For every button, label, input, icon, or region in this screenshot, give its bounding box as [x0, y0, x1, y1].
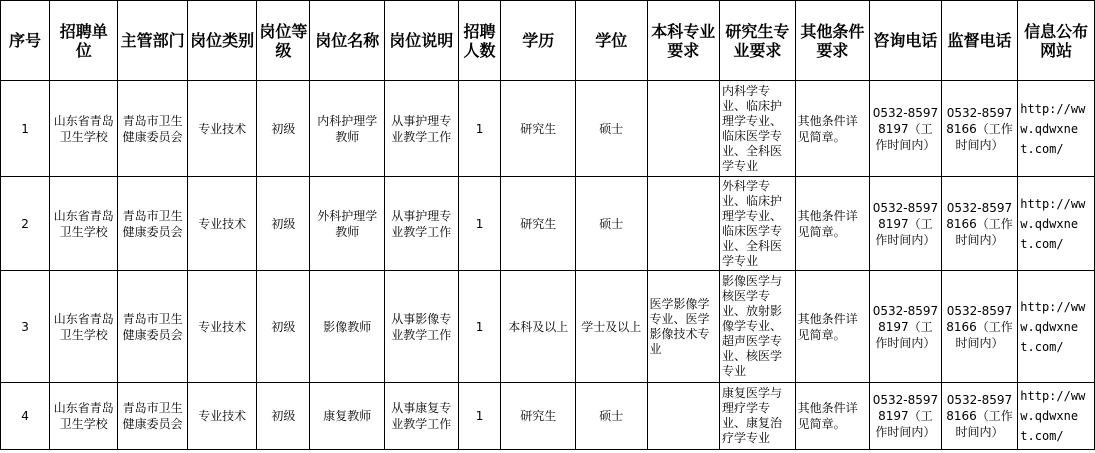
cell-count: 1 — [458, 177, 501, 271]
cell-category: 专业技术 — [187, 81, 256, 177]
cell-website[interactable]: http://www.qdwxnet.com/ — [1018, 81, 1095, 177]
cell-other: 其他条件详见简章。 — [795, 177, 870, 271]
cell-degree: 硕士 — [576, 81, 648, 177]
cell-no: 2 — [1, 177, 50, 271]
cell-count: 1 — [458, 81, 501, 177]
cell-education: 研究生 — [501, 177, 576, 271]
cell-grad-req: 影像医学与核医学专业、放射影像学专业、超声医学专业、核医学专业 — [720, 271, 796, 383]
cell-level: 初级 — [257, 271, 310, 383]
cell-other: 其他条件详见简章。 — [795, 383, 870, 450]
cell-name: 内科护理学教师 — [310, 81, 385, 177]
cell-grad-req: 内科学专业、临床护理学专业、临床医学专业、全科医学专业 — [720, 81, 796, 177]
cell-degree: 硕士 — [576, 177, 648, 271]
cell-level: 初级 — [257, 81, 310, 177]
cell-supervise: 0532-85978166（工作时间内） — [941, 383, 1018, 450]
cell-desc: 从事护理专业教学工作 — [385, 177, 459, 271]
cell-desc: 从事康复专业教学工作 — [385, 383, 459, 450]
cell-consult: 0532-85978197（工作时间内） — [870, 177, 942, 271]
cell-supervise: 0532-85978166（工作时间内） — [941, 271, 1018, 383]
cell-other: 其他条件详见简章。 — [795, 81, 870, 177]
header-no: 序号 — [1, 1, 50, 81]
cell-supervise: 0532-85978166（工作时间内） — [941, 177, 1018, 271]
table-row — [1, 383, 1095, 450]
cell-education: 研究生 — [501, 383, 576, 450]
cell-grad-req: 康复医学与理疗学专业、康复治疗学专业 — [720, 383, 796, 450]
cell-dept: 青岛市卫生健康委员会 — [118, 271, 187, 383]
header-count: 招聘人数 — [458, 1, 501, 81]
cell-level: 初级 — [257, 383, 310, 450]
header-bachelor-req: 本科专业要求 — [647, 1, 720, 81]
cell-consult: 0532-85978197（工作时间内） — [870, 383, 942, 450]
header-grad-req: 研究生专业要求 — [720, 1, 796, 81]
cell-degree: 硕士 — [576, 383, 648, 450]
header-consult: 咨询电话 — [870, 1, 942, 81]
cell-no: 1 — [1, 81, 50, 177]
cell-education: 本科及以上 — [501, 271, 576, 383]
table-row — [1, 271, 1095, 383]
cell-unit: 山东省青岛卫生学校 — [50, 271, 118, 383]
cell-dept: 青岛市卫生健康委员会 — [118, 177, 187, 271]
cell-category: 专业技术 — [187, 383, 256, 450]
header-website: 信息公布网站 — [1018, 1, 1095, 81]
cell-bachelor-req: 医学影像学专业、医学影像技术专业 — [647, 271, 720, 383]
cell-website[interactable]: http://www.qdwxnet.com/ — [1018, 177, 1095, 271]
cell-dept: 青岛市卫生健康委员会 — [118, 383, 187, 450]
cell-consult: 0532-85978197（工作时间内） — [870, 271, 942, 383]
cell-degree: 学士及以上 — [576, 271, 648, 383]
cell-bachelor-req — [647, 177, 720, 271]
cell-desc: 从事护理专业教学工作 — [385, 81, 459, 177]
header-dept: 主管部门 — [118, 1, 187, 81]
header-name: 岗位名称 — [310, 1, 385, 81]
header-degree: 学位 — [576, 1, 648, 81]
cell-bachelor-req — [647, 383, 720, 450]
header-row — [1, 1, 1095, 81]
cell-no: 3 — [1, 271, 50, 383]
cell-name: 康复教师 — [310, 383, 385, 450]
cell-count: 1 — [458, 383, 501, 450]
cell-unit: 山东省青岛卫生学校 — [50, 383, 118, 450]
cell-category: 专业技术 — [187, 177, 256, 271]
cell-other: 其他条件详见简章。 — [795, 271, 870, 383]
cell-unit: 山东省青岛卫生学校 — [50, 177, 118, 271]
cell-education: 研究生 — [501, 81, 576, 177]
header-other: 其他条件要求 — [795, 1, 870, 81]
cell-name: 外科护理学教师 — [310, 177, 385, 271]
cell-unit: 山东省青岛卫生学校 — [50, 81, 118, 177]
cell-consult: 0532-85978197（工作时间内） — [870, 81, 942, 177]
cell-level: 初级 — [257, 177, 310, 271]
cell-count: 1 — [458, 271, 501, 383]
cell-supervise: 0532-85978166（工作时间内） — [941, 81, 1018, 177]
cell-dept: 青岛市卫生健康委员会 — [118, 81, 187, 177]
cell-bachelor-req — [647, 81, 720, 177]
cell-website[interactable]: http://www.qdwxnet.com/ — [1018, 383, 1095, 450]
header-supervise: 监督电话 — [941, 1, 1018, 81]
header-desc: 岗位说明 — [385, 1, 459, 81]
cell-website[interactable]: http://www.qdwxnet.com/ — [1018, 271, 1095, 383]
cell-name: 影像教师 — [310, 271, 385, 383]
cell-no: 4 — [1, 383, 50, 450]
header-unit: 招聘单位 — [50, 1, 118, 81]
table-row — [1, 81, 1095, 177]
cell-grad-req: 外科学专业、临床护理学专业、临床医学专业、全科医学专业 — [720, 177, 796, 271]
cell-desc: 从事影像专业教学工作 — [385, 271, 459, 383]
header-level: 岗位等级 — [257, 1, 310, 81]
header-education: 学历 — [501, 1, 576, 81]
cell-category: 专业技术 — [187, 271, 256, 383]
header-category: 岗位类别 — [187, 1, 256, 81]
table-row — [1, 177, 1095, 271]
